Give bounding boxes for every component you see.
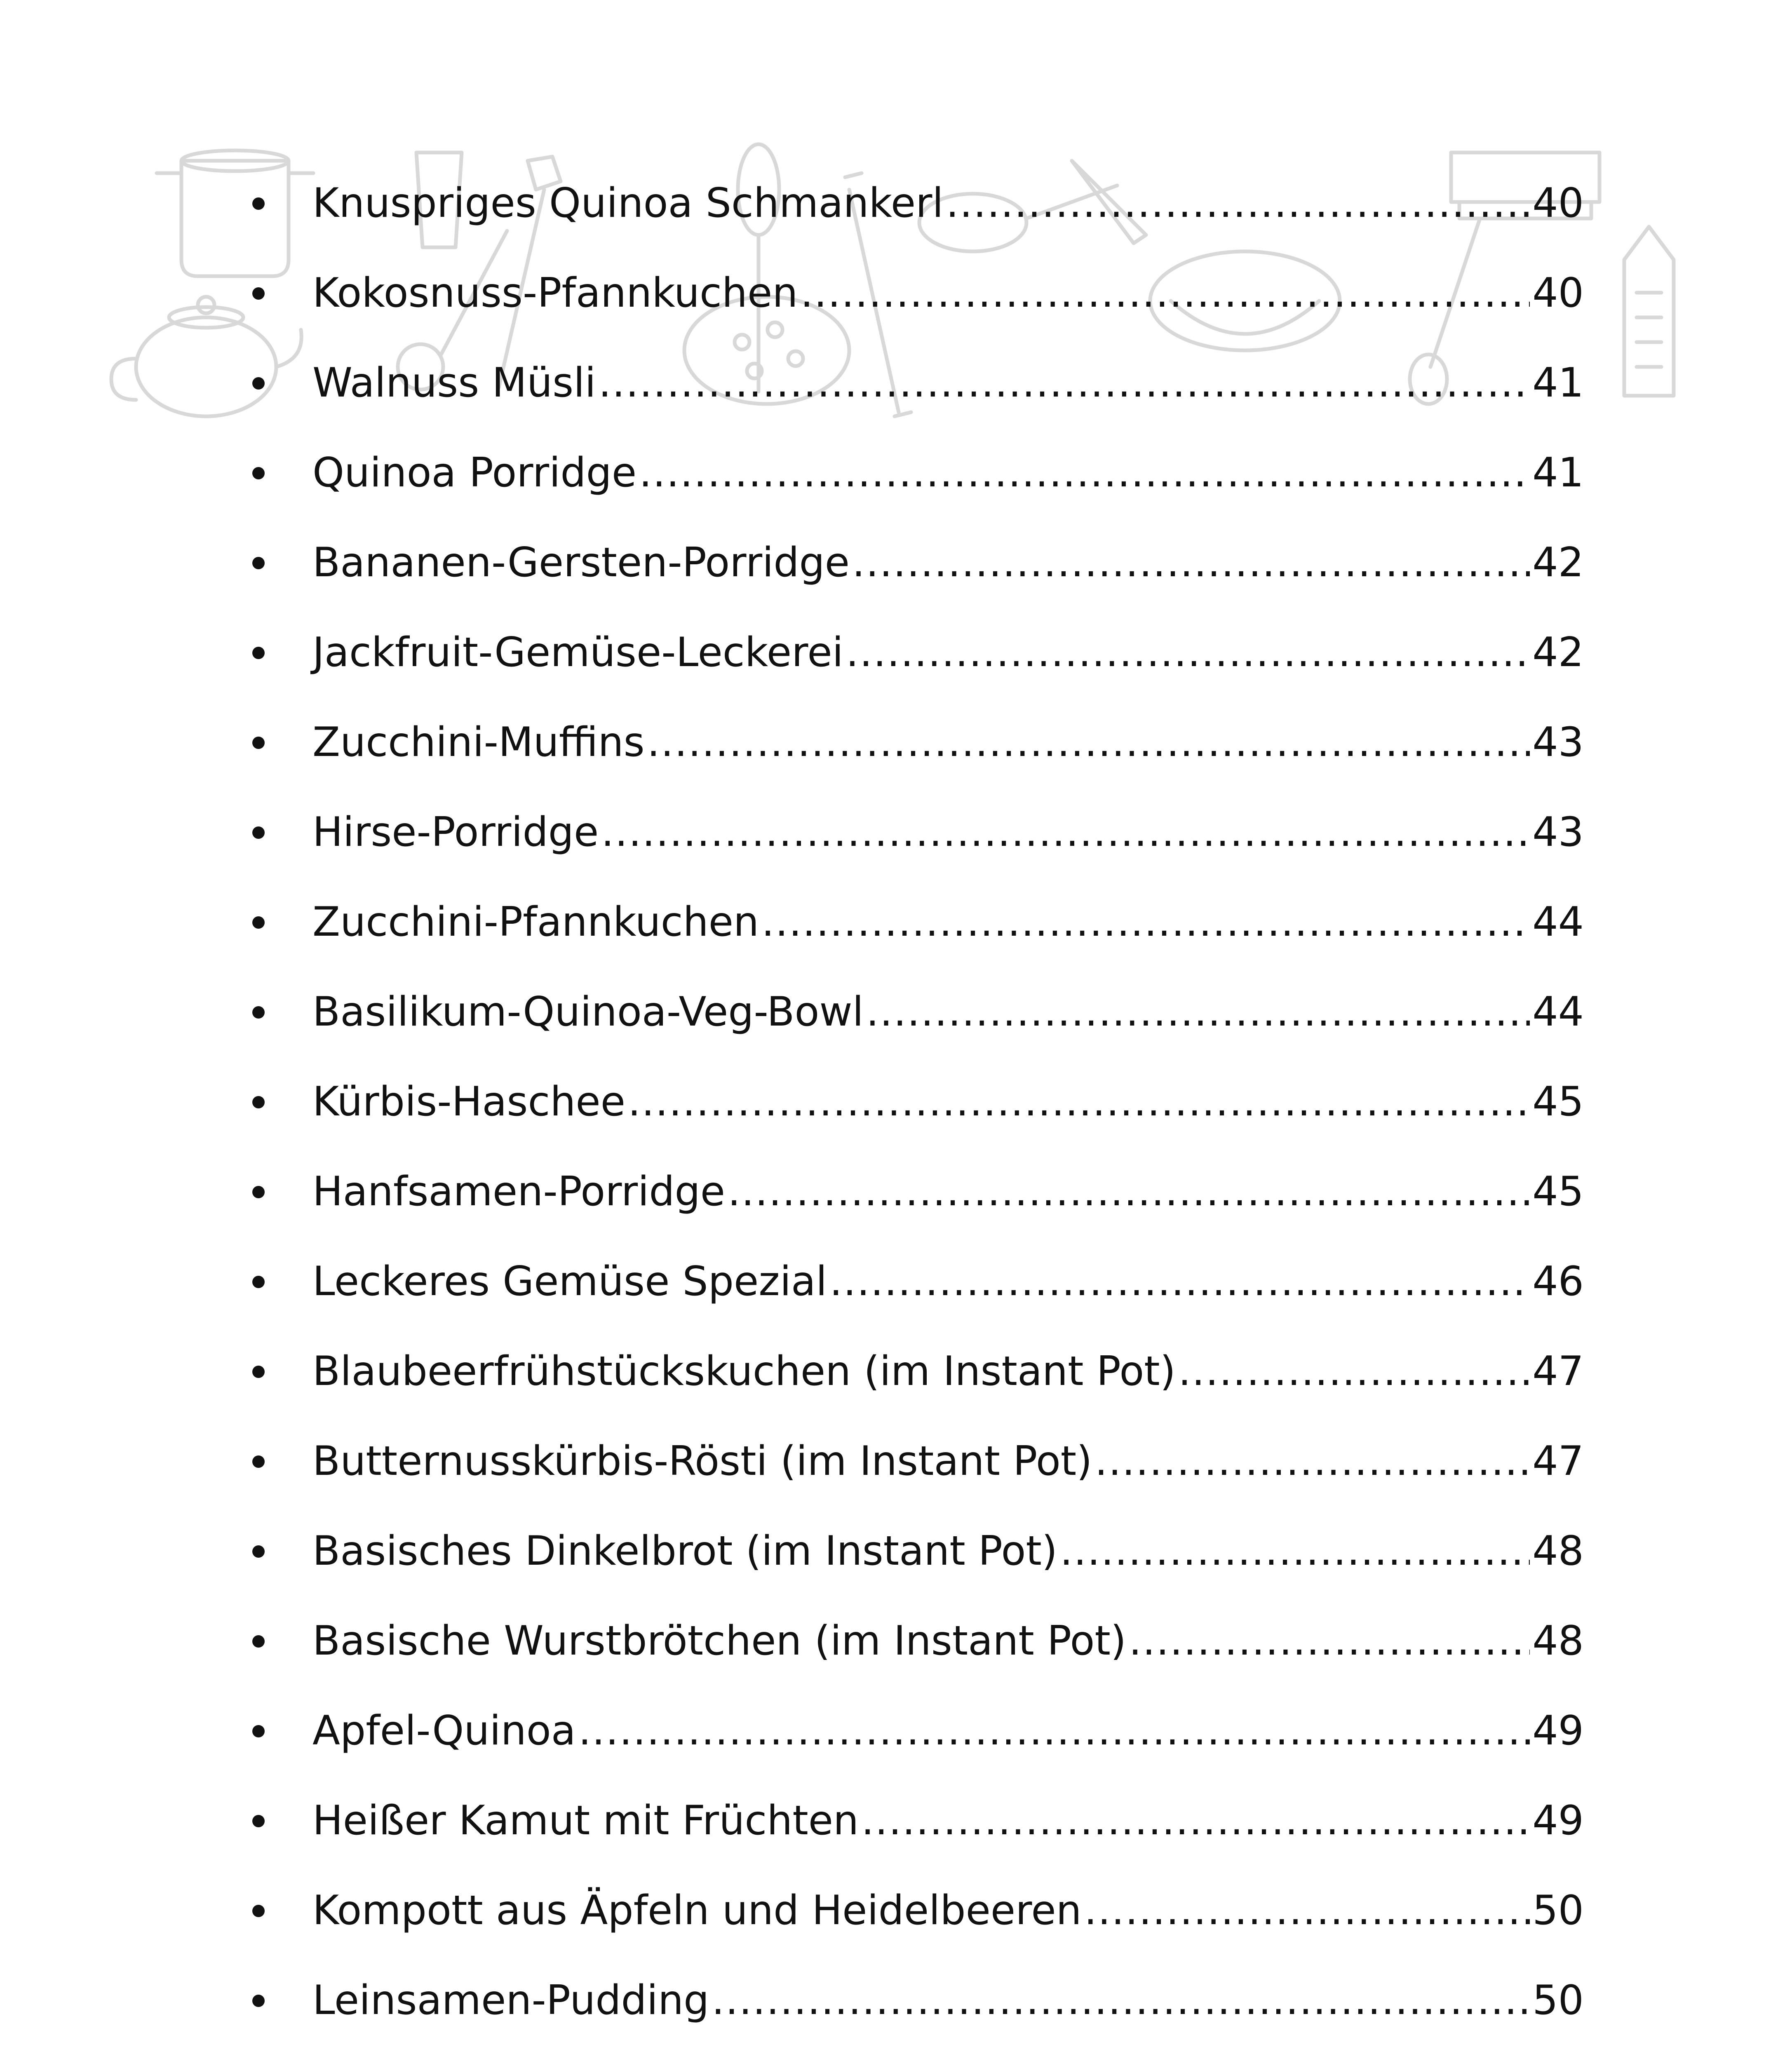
dot-leader: [712, 1976, 1530, 2025]
dot-leader: [578, 1707, 1530, 1756]
toc-entry[interactable]: [247, 878, 1584, 967]
toc-entry-page: 45: [1532, 1078, 1584, 1126]
toc-entry-title: Basilikum-Quinoa-Veg-Bowl: [312, 988, 864, 1036]
toc-entry-page: 48: [1532, 1617, 1584, 1665]
toc-entry-title: Butternusskürbis-Rösti (im Instant Pot): [312, 1438, 1092, 1485]
toc-entry-title: Hanfsamen-Porridge: [312, 1168, 726, 1216]
toc-entry[interactable]: [247, 1417, 1584, 1507]
bullet-icon: [252, 737, 265, 749]
bullet-icon: [252, 1276, 265, 1288]
toc-entry[interactable]: [247, 2046, 1584, 2061]
toc-entry-title: Basisches Dinkelbrot (im Instant Pot): [312, 1528, 1058, 1575]
toc-entry[interactable]: [247, 338, 1584, 428]
bullet-icon: [252, 1455, 265, 1468]
bullet-icon: [252, 557, 265, 569]
toc-entry-page: 41: [1532, 359, 1584, 407]
toc-entry[interactable]: [247, 1596, 1584, 1686]
bullet-icon: [252, 1366, 265, 1378]
toc-entry-page: 50: [1532, 1887, 1584, 1934]
toc-entry-title: Leckeres Gemüse Spezial: [312, 1258, 827, 1305]
toc-entry-title: Knuspriges Quinoa Schmankerl: [312, 180, 944, 227]
table-of-contents: [247, 159, 1584, 2061]
toc-entry-page: 47: [1532, 1438, 1584, 1485]
toc-entry-title: Basische Wurstbrötchen (im Instant Pot): [312, 1617, 1127, 1665]
dot-leader: [852, 539, 1530, 587]
toc-entry-title: Hirse-Porridge: [312, 809, 599, 856]
toc-entry-page: 40: [1532, 270, 1584, 317]
toc-entry-title: Leinsamen-Pudding: [312, 1977, 709, 2024]
dot-leader: [1084, 1887, 1530, 1935]
toc-entry[interactable]: [247, 1866, 1584, 1956]
toc-entry-title: Kompott aus Äpfeln und Heidelbeeren: [312, 1887, 1082, 1934]
dot-leader: [1060, 1527, 1530, 1576]
dot-leader: [861, 1797, 1530, 1845]
bullet-icon: [252, 916, 265, 929]
dot-leader: [601, 808, 1530, 857]
bullet-icon: [252, 1815, 265, 1827]
toc-entry[interactable]: [247, 1147, 1584, 1237]
toc-entry-page: 47: [1532, 1348, 1584, 1395]
toc-entry[interactable]: [247, 1686, 1584, 1776]
dot-leader: [946, 179, 1530, 228]
bullet-icon: [252, 826, 265, 839]
toc-entry-page: 46: [1532, 1258, 1584, 1305]
toc-entry-title: Jackfruit-Gemüse-Leckerei: [312, 629, 843, 676]
bullet-icon: [252, 1635, 265, 1648]
toc-entry[interactable]: [247, 1956, 1584, 2046]
toc-entry[interactable]: [247, 1507, 1584, 1596]
toc-entry[interactable]: [247, 428, 1584, 518]
dot-leader: [846, 629, 1530, 677]
toc-entry-title: Blaubeerfrühstückskuchen (im Instant Pot): [312, 1348, 1176, 1395]
dot-leader: [1129, 1617, 1530, 1666]
toc-entry-title: Quinoa Porridge: [312, 449, 637, 497]
toc-entry[interactable]: [247, 249, 1584, 338]
bullet-icon: [252, 647, 265, 659]
bullet-icon: [252, 197, 265, 210]
dot-leader: [866, 988, 1530, 1037]
toc-entry-title: Zucchini-Muffins: [312, 719, 645, 766]
toc-entry-page: 49: [1532, 1707, 1584, 1755]
dot-leader: [628, 1078, 1530, 1127]
bullet-icon: [252, 1905, 265, 1917]
dot-leader: [1094, 1437, 1530, 1486]
toc-entry[interactable]: [247, 1057, 1584, 1147]
toc-entry-page: 50: [1532, 1977, 1584, 2024]
toc-entry-title: Zucchini-Pfannkuchen: [312, 899, 759, 946]
toc-entry-title: Kokosnuss-Pfannkuchen: [312, 270, 798, 317]
toc-entry[interactable]: [247, 967, 1584, 1057]
toc-entry-title: Walnuss Müsli: [312, 359, 596, 407]
dot-leader: [1178, 1347, 1530, 1396]
toc-entry-page: 41: [1532, 449, 1584, 497]
dot-leader: [639, 449, 1530, 498]
dot-leader: [761, 898, 1530, 947]
bullet-icon: [252, 1096, 265, 1108]
toc-entry-page: 45: [1532, 1168, 1584, 1216]
toc-entry-title: Heißer Kamut mit Früchten: [312, 1797, 859, 1845]
toc-entry[interactable]: [247, 608, 1584, 698]
dot-leader: [647, 718, 1530, 767]
toc-entry-page: 42: [1532, 539, 1584, 587]
bullet-icon: [252, 377, 265, 390]
toc-entry[interactable]: [247, 1327, 1584, 1417]
dot-leader: [599, 359, 1530, 408]
bullet-icon: [252, 287, 265, 300]
toc-entry-page: 44: [1532, 899, 1584, 946]
toc-entry[interactable]: [247, 518, 1584, 608]
toc-entry[interactable]: [247, 159, 1584, 249]
toc-entry-page: 43: [1532, 719, 1584, 766]
bullet-icon: [252, 1186, 265, 1198]
toc-entry[interactable]: [247, 698, 1584, 788]
toc-entry-title: Kürbis-Haschee: [312, 1078, 626, 1126]
toc-entry-page: 43: [1532, 809, 1584, 856]
toc-entry-page: 42: [1532, 629, 1584, 676]
toc-entry-page: 40: [1532, 180, 1584, 227]
toc-entry[interactable]: [247, 788, 1584, 878]
bullet-icon: [252, 1545, 265, 1558]
toc-entry[interactable]: [247, 1776, 1584, 1866]
toc-entry-title: Bananen-Gersten-Porridge: [312, 539, 850, 587]
toc-entry-page: 48: [1532, 1528, 1584, 1575]
toc-entry-title: Apfel-Quinoa: [312, 1707, 576, 1755]
toc-entry[interactable]: [247, 1237, 1584, 1327]
grater-icon: [1624, 227, 1674, 396]
toc-entry-page: 44: [1532, 988, 1584, 1036]
dot-leader: [728, 1168, 1530, 1216]
bullet-icon: [252, 1006, 265, 1019]
bullet-icon: [252, 1725, 265, 1737]
bullet-icon: [252, 467, 265, 479]
bullet-icon: [252, 1995, 265, 2007]
dot-leader: [800, 269, 1530, 318]
dot-leader: [829, 1258, 1530, 1306]
toc-entry-page: 49: [1532, 1797, 1584, 1845]
